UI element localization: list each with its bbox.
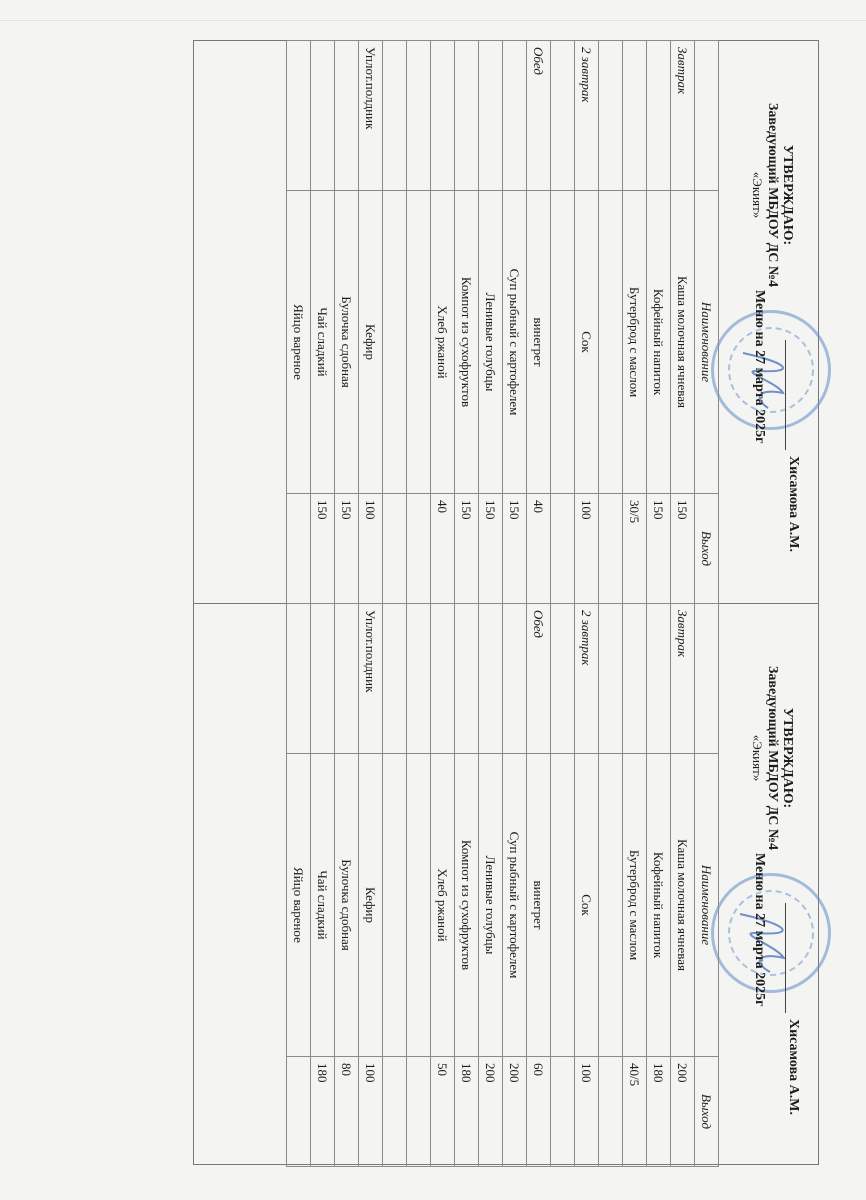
signer-name: Хисамова А.М. bbox=[786, 1019, 801, 1115]
table-row bbox=[479, 604, 503, 1167]
meal-cell bbox=[311, 604, 335, 754]
meal-cell: 2 завтрак bbox=[575, 604, 599, 754]
dish-cell: Кефир bbox=[359, 191, 383, 494]
header-output: Выход bbox=[695, 1057, 719, 1167]
output-cell: 150 bbox=[503, 494, 527, 604]
table-row bbox=[503, 41, 527, 604]
meal-cell: Уплот.полдник bbox=[359, 41, 383, 191]
dish-cell bbox=[551, 191, 575, 494]
output-cell: 150 bbox=[479, 494, 503, 604]
table-row bbox=[359, 41, 383, 604]
signature-line bbox=[785, 903, 800, 1013]
output-cell: 200 bbox=[503, 1057, 527, 1167]
output-cell bbox=[551, 1057, 575, 1167]
dish-cell bbox=[599, 754, 623, 1057]
dish-cell: Компот из сухофруктов bbox=[455, 191, 479, 494]
dish-cell: винегрет bbox=[527, 754, 551, 1057]
meal-cell bbox=[455, 41, 479, 191]
dish-cell bbox=[407, 754, 431, 1057]
table-row bbox=[335, 604, 359, 1167]
dish-cell: Суп рыбный с картофелем bbox=[503, 754, 527, 1057]
table-row bbox=[383, 604, 407, 1167]
dish-cell: Бутерброд с маслом bbox=[623, 191, 647, 494]
header-meal bbox=[695, 41, 719, 191]
dish-cell: Каша молочная ячневая bbox=[671, 191, 695, 494]
output-cell: 100 bbox=[359, 1057, 383, 1167]
output-cell: 150 bbox=[311, 494, 335, 604]
output-cell bbox=[599, 1057, 623, 1167]
table-row bbox=[551, 604, 575, 1167]
approval-position: Заведующий МБДОУ ДС №4 bbox=[765, 103, 780, 287]
approval-title: УТВЕРЖДАЮ: bbox=[780, 707, 795, 809]
table-row bbox=[671, 41, 695, 604]
menu-panel-right bbox=[193, 603, 819, 1166]
meal-cell: Обед bbox=[527, 604, 551, 754]
dish-cell: Кофейный напиток bbox=[647, 191, 671, 494]
table-row bbox=[479, 41, 503, 604]
output-cell bbox=[287, 494, 311, 604]
meal-cell bbox=[503, 41, 527, 191]
approval-org: «Экият» bbox=[750, 171, 765, 219]
output-cell bbox=[287, 1057, 311, 1167]
meal-cell bbox=[287, 604, 311, 754]
dish-cell bbox=[551, 754, 575, 1057]
header-dish: Наименование bbox=[695, 754, 719, 1057]
meal-cell bbox=[551, 41, 575, 191]
table-row bbox=[623, 604, 647, 1167]
dish-cell: Суп рыбный с картофелем bbox=[503, 191, 527, 494]
table-row bbox=[671, 604, 695, 1167]
dish-cell: Сок bbox=[575, 191, 599, 494]
output-cell: 40/5 bbox=[623, 1057, 647, 1167]
output-cell: 180 bbox=[647, 1057, 671, 1167]
table-row bbox=[647, 604, 671, 1167]
approval-title: УТВЕРЖДАЮ: bbox=[780, 144, 795, 246]
dish-cell: Яйцо вареное bbox=[287, 191, 311, 494]
dish-cell: Яйцо вареное bbox=[287, 754, 311, 1057]
table-header-row bbox=[695, 604, 719, 1167]
output-cell: 60 bbox=[527, 1057, 551, 1167]
table-row bbox=[287, 604, 311, 1167]
header-meal bbox=[695, 604, 719, 754]
output-cell: 100 bbox=[575, 494, 599, 604]
table-row bbox=[455, 41, 479, 604]
output-cell bbox=[551, 494, 575, 604]
table-row bbox=[527, 41, 551, 604]
table-row bbox=[335, 41, 359, 604]
approval-org: «Экият» bbox=[750, 734, 765, 782]
meal-cell bbox=[407, 604, 431, 754]
signature-line bbox=[785, 340, 800, 450]
output-cell: 150 bbox=[455, 494, 479, 604]
dish-cell: Сок bbox=[575, 754, 599, 1057]
meal-cell: Завтрак bbox=[671, 604, 695, 754]
dish-cell: Кефир bbox=[359, 754, 383, 1057]
meal-cell bbox=[479, 41, 503, 191]
menu-date-title: Меню на 27 марта 2025г bbox=[752, 853, 767, 1007]
meal-cell bbox=[455, 604, 479, 754]
meal-cell bbox=[335, 604, 359, 754]
output-cell: 100 bbox=[359, 494, 383, 604]
output-cell bbox=[383, 1057, 407, 1167]
output-cell: 180 bbox=[311, 1057, 335, 1167]
dish-cell: Ленивые голубцы bbox=[479, 754, 503, 1057]
output-cell bbox=[407, 494, 431, 604]
official-seal-icon bbox=[711, 310, 831, 430]
table-row bbox=[311, 604, 335, 1167]
table-row bbox=[287, 41, 311, 604]
output-cell: 150 bbox=[335, 494, 359, 604]
signer-block bbox=[785, 903, 801, 1153]
meal-cell bbox=[623, 604, 647, 754]
dish-cell: Хлеб ржаной bbox=[431, 191, 455, 494]
signer-name: Хисамова А.М. bbox=[786, 456, 801, 552]
meal-cell bbox=[383, 41, 407, 191]
table-row bbox=[575, 604, 599, 1167]
dish-cell: Ленивые голубцы bbox=[479, 191, 503, 494]
dish-cell: Кофейный напиток bbox=[647, 754, 671, 1057]
meal-cell bbox=[335, 41, 359, 191]
meal-cell bbox=[647, 41, 671, 191]
meal-cell bbox=[623, 41, 647, 191]
dish-cell bbox=[599, 191, 623, 494]
table-row bbox=[527, 604, 551, 1167]
table-row bbox=[407, 604, 431, 1167]
menu-panel-left bbox=[193, 40, 819, 603]
meal-cell bbox=[287, 41, 311, 191]
meal-cell bbox=[311, 41, 335, 191]
table-row bbox=[575, 41, 599, 604]
output-cell: 100 bbox=[575, 1057, 599, 1167]
dish-cell: Бутерброд с маслом bbox=[623, 754, 647, 1057]
output-cell: 50 bbox=[431, 1057, 455, 1167]
table-row bbox=[551, 41, 575, 604]
output-cell: 200 bbox=[671, 1057, 695, 1167]
meal-cell bbox=[599, 41, 623, 191]
table-row bbox=[431, 604, 455, 1167]
meal-cell: 2 завтрак bbox=[575, 41, 599, 191]
output-cell: 200 bbox=[479, 1057, 503, 1167]
meal-cell bbox=[383, 604, 407, 754]
dish-cell: Булочка сдобная bbox=[335, 191, 359, 494]
table-row bbox=[623, 41, 647, 604]
dish-cell bbox=[383, 191, 407, 494]
dish-cell bbox=[383, 754, 407, 1057]
meal-cell bbox=[431, 41, 455, 191]
signer-block bbox=[785, 340, 801, 590]
official-seal-icon bbox=[711, 873, 831, 993]
meal-cell bbox=[407, 41, 431, 191]
output-cell: 30/5 bbox=[623, 494, 647, 604]
output-cell bbox=[383, 494, 407, 604]
output-cell: 80 bbox=[335, 1057, 359, 1167]
table-row bbox=[383, 41, 407, 604]
dish-cell: Чай сладкий bbox=[311, 754, 335, 1057]
meal-cell bbox=[599, 604, 623, 754]
output-cell: 150 bbox=[647, 494, 671, 604]
table-header-row bbox=[695, 41, 719, 604]
meal-cell bbox=[503, 604, 527, 754]
dish-cell: Хлеб ржаной bbox=[431, 754, 455, 1057]
output-cell bbox=[407, 1057, 431, 1167]
table-row bbox=[599, 604, 623, 1167]
dish-cell: Булочка сдобная bbox=[335, 754, 359, 1057]
table-row bbox=[455, 604, 479, 1167]
approval-block bbox=[750, 80, 795, 310]
dish-cell: Компот из сухофруктов bbox=[455, 754, 479, 1057]
meal-cell bbox=[647, 604, 671, 754]
scan-edge-line bbox=[0, 20, 866, 21]
table-row bbox=[647, 41, 671, 604]
dish-cell bbox=[407, 191, 431, 494]
menu-table bbox=[286, 603, 719, 1167]
dish-cell: винегрет bbox=[527, 191, 551, 494]
header-output: Выход bbox=[695, 494, 719, 604]
menu-date-title: Меню на 27 марта 2025г bbox=[752, 290, 767, 444]
approval-position: Заведующий МБДОУ ДС №4 bbox=[765, 666, 780, 850]
menu-table bbox=[286, 40, 719, 604]
table-row bbox=[407, 41, 431, 604]
meal-cell: Уплот.полдник bbox=[359, 604, 383, 754]
meal-cell bbox=[431, 604, 455, 754]
table-row bbox=[311, 41, 335, 604]
meal-cell bbox=[479, 604, 503, 754]
output-cell: 180 bbox=[455, 1057, 479, 1167]
output-cell: 40 bbox=[431, 494, 455, 604]
output-cell: 150 bbox=[671, 494, 695, 604]
table-row bbox=[599, 41, 623, 604]
meal-cell: Завтрак bbox=[671, 41, 695, 191]
meal-cell bbox=[551, 604, 575, 754]
table-row bbox=[359, 604, 383, 1167]
dish-cell: Чай сладкий bbox=[311, 191, 335, 494]
table-row bbox=[431, 41, 455, 604]
rotated-document bbox=[193, 40, 819, 1165]
output-cell: 40 bbox=[527, 494, 551, 604]
dish-cell: Каша молочная ячневая bbox=[671, 754, 695, 1057]
table-row bbox=[503, 604, 527, 1167]
output-cell bbox=[599, 494, 623, 604]
meal-cell: Обед bbox=[527, 41, 551, 191]
header-dish: Наименование bbox=[695, 191, 719, 494]
approval-block bbox=[750, 643, 795, 873]
